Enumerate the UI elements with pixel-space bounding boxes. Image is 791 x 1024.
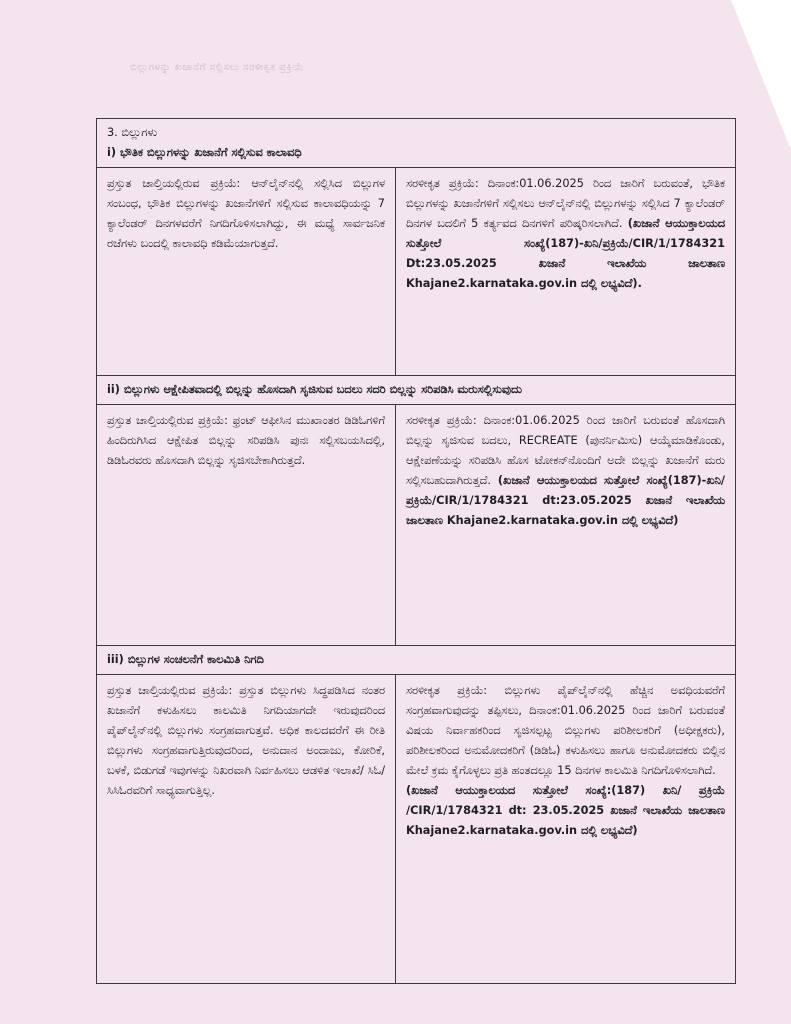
subsection-iii-title: iii) ಬಿಲ್ಲುಗಳ ಸಂಚಲನೆಗೆ ಕಾಲಮಿತಿ ನಿಗದಿ — [97, 646, 735, 675]
bills-table — [96, 118, 736, 984]
subsection-i-title: i) ಭೌತಿಕ ಬಿಲ್ಲುಗಳನ್ನು ಖಜಾನೆಗೆ ಸಲ್ಲಿಸುವ ಕಾಲಾವಧಿ — [107, 146, 302, 159]
simplified-process-text: ಸರಳೀಕೃತ ಪ್ರಕ್ರಿಯೆ: ದಿನಾಂಕ:01.06.2025 ರಿಂದ ಜಾರಿಗೆ ಬರುವಂತೆ, ಭೌತಿಕ ಬಿಲ್ಲುಗಳನ್ನು ಖಜಾನೆಗಳಿಗೆ ಸಲ್ಲಿಸಲು ಆನ್‌ಲೈನ್‌ನಲ್ಲಿ ಬಿಲ್ಲುಗಳನ್ನು ಸಲ್ಲಿಸಿದ 7 ಕ್ಯಾಲೆಂಡರ್ ದಿನಗಳ ಬದಲಿಗೆ 5 ಕರ್ತ್ಯವದ ದಿನಗಳಿಗೆ ಪರಿಷ್ಕರಿಸಲಾಗಿದೆ. — [406, 177, 725, 230]
current-process-cell — [97, 405, 396, 645]
table-row — [97, 168, 735, 376]
simplified-process-text: ಸರಳೀಕೃತ ಪ್ರಕ್ರಿಯೆ: ದಿನಾಂಕ:01.06.2025 ರಿಂದ ಜಾರಿಗೆ ಬರುವಂತೆ ಹೊಸದಾಗಿ ಬಿಲ್ಲನ್ನು ಸೃಜಿಸುವ ಬದಲು, RECREATE (ಪುನರ್ನಿಮಿಸು) ಆಯ್ಕೆಮಾಡಿಕೊಂಡು, ಆಕ್ಷೇಪಣೆಯನ್ನು ಸರಿಪಡಿಸಿ ಹೊಸ ಟೋಕನ್‌ನೊಂದಿಗೆ ಅದೇ ಬಿಲ್ಲನ್ನು ಖಜಾನೆಗೆ ಮರು ಸಲ್ಲಿಸಬಹುದಾಗಿರುತ್ತದೆ. — [406, 414, 725, 487]
current-process-cell — [97, 168, 396, 375]
current-process-text: ಪ್ರಸ್ತುತ ಚಾಲ್ತಿಯಲ್ಲಿರುವ ಪ್ರಕ್ರಿಯೆ: ಪ್ರಸ್ತುತ ಬಿಲ್ಲುಗಳು ಸಿದ್ಧಪಡಿಸಿದ ನಂತರ ಖಜಾನೆಗೆ ಕಳುಹಿಸಲು ಕಾಲಮಿತಿ ನಿಗದಿಯಾಗದೇ ಇರುವುದರಿಂದ ಪೈಪ್‌ಲೈನ್‌ನಲ್ಲಿ ಬಿಲ್ಲುಗಳು ಸಂಗ್ರಹವಾಗುತ್ತವೆ. ಅಧಿಕ ಕಾಲದವರೆಗೆ ಈ ರೀತಿ ಬಿಲ್ಲುಗಳು ಸಂಗ್ರಹವಾಗುತ್ತಿರುವುದರಿಂದ, ಅನುದಾನ ಅಂದಾಜು, ಕೋರಿಕೆ, ಬಳಕೆ, ಬಿಡುಗಡೆ ಇವುಗಳನ್ನು ನಿಖರವಾಗಿ ನಿರ್ವಹಿಸಲು ಆಡಳಿತ ಇಲಾಖೆ/ ಸಿಓ/ಸಿಸಿಓರವರಿಗೆ ಸಾಧ್ಯವಾಗುತ್ತಿಲ್ಲ. — [107, 684, 385, 797]
circular-reference: (ಖಜಾನೆ ಆಯುಕ್ತಾಲಯದ ಸುತ್ತೋಲೆ ಸಂಖ್ಯೆ(187)-ಖನಿ/ಪ್ರಕ್ರಿಯೆ/CIR/1/1784321 dt:23.05.2025 ಖಜಾನೆ ಇಲಾಖೆಯ ಜಾಲತಾಣ Khajane2.karnataka.gov.in ದಲ್ಲಿ ಲಭ್ಯವಿದೆ) — [406, 474, 725, 527]
page-corner — [731, 0, 791, 150]
current-process-text: ಪ್ರಸ್ತುತ ಚಾಲ್ತಿಯಲ್ಲಿರುವ ಪ್ರಕ್ರಿಯೆ: ಫ್ರಂಟ್ ಆಫೀಸಿನ ಮುಖಾಂತರ ಡಿಡಿಓಗಳಿಗೆ ಹಿಂದಿರುಗಿಸಿದ ಆಕ್ಷೇಪಿತ ಬಿಲ್ಲನ್ನು ಸರಿಪಡಿಸಿ ಪುನಃ ಸಲ್ಲಿಸಬಯಸಿದಲ್ಲಿ, ಡಿಡಿಓರವರು ಹೊಸದಾಗಿ ಬಿಲ್ಲನ್ನು ಸೃಜಿಸಬೇಕಾಗಿರುತ್ತದೆ. — [107, 414, 385, 467]
subsection-ii-title: ii) ಬಿಲ್ಲುಗಳು ಆಕ್ಷೇಪಿತವಾದಲ್ಲಿ ಬಿಲ್ಲನ್ನು ಹೊಸದಾಗಿ ಸೃಜಿಸುವ ಬದಲು ಸದರಿ ಬಿಲ್ಲನ್ನು ಸರಿಪಡಿಸಿ ಮರುಸಲ್ಲಿಸುವುದು — [97, 376, 735, 405]
simplified-process-cell — [396, 405, 735, 645]
circular-reference: (ಖಜಾನೆ ಆಯುಕ್ತಾಲಯದ ಸುತ್ತೋಲೆ ಸಂಖ್ಯೆ(187)-ಖನಿ/ಪ್ರಕ್ರಿಯೆ/CIR/1/1784321 Dt:23.05.2025 ಖಜಾನೆ ಇಲಾಖೆಯ ಜಾಲತಾಣ Khajane2.karnataka.gov.in ದಲ್ಲಿ ಲಭ್ಯವಿದೆ). — [406, 217, 726, 290]
table-row — [97, 405, 735, 646]
table-row — [97, 675, 735, 983]
current-process-cell — [97, 675, 396, 983]
simplified-process-cell — [396, 168, 735, 375]
current-process-text: ಪ್ರಸ್ತುತ ಚಾಲ್ತಿಯಲ್ಲಿರುವ ಪ್ರಕ್ರಿಯೆ: ಆನ್‌ಲೈನ್‌ನಲ್ಲಿ ಸಲ್ಲಿಸಿದ ಬಿಲ್ಲುಗಳ ಸಂಬಂಧ, ಭೌತಿಕ ಬಿಲ್ಲುಗಳನ್ನು ಖಜಾನೆಗಳಿಗೆ ಸಲ್ಲಿಸುವ ಕಾಲಾವಧಿಯನ್ನು 7 ಕ್ಯಾಲೆಂಡರ್ ದಿನಗಳವರೆಗೆ ನಿಗದಿಗೊಳಿಸಲಾಗಿದ್ದು, ಈ ಮಧ್ಯೆ ಸಾರ್ವಜನಿಕ ರಜೆಗಳು ಬಂದಲ್ಲಿ ಕಾಲಾವಧಿ ಕಡಿಮೆಯಾಗುತ್ತದೆ. — [107, 177, 385, 250]
section-header — [97, 119, 735, 168]
circular-reference: (ಖಜಾನೆ ಆಯುಕ್ತಾಲಯದ ಸುತ್ತೋಲೆ ಸಂಖ್ಯೆ:(187) ಖನಿ/ ಪ್ರಕ್ರಿಯೆ /CIR/1/1784321 dt: 23.05.2025 ಖಜಾನೆ ಇಲಾಖೆಯ ಜಾಲತಾಣ Khajane2.karnataka.gov.in ದಲ್ಲಿ ಲಭ್ಯವಿದೆ) — [406, 784, 725, 837]
simplified-process-text: ಸರಳೀಕೃತ ಪ್ರಕ್ರಿಯೆ: ಬಿಲ್ಲುಗಳು ಪೈಪ್‌ಲೈನ್‌ನಲ್ಲಿ ಹೆಚ್ಚಿನ ಅವಧಿಯವರೆಗೆ ಸಂಗ್ರಹವಾಗುವುದನ್ನು ತಪ್ಪಿಸಲು, ದಿನಾಂಕ:01.06.2025 ರಿಂದ ಜಾರಿಗೆ ಬರುವಂತೆ ವಿಷಯ ನಿರ್ವಾಹಕರಿಂದ ಸೃಜಿಸಲ್ಪಟ್ಟ ಬಿಲ್ಲುಗಳು ಪರಿಶೀಲಕರಿಗೆ (ಅಧೀಕ್ಷಕರು), ಪರಿಶೀಲಕರಿಂದ ಅನುಮೋದಕರಿಗೆ (ಡಿಡಿಓ) ಕಳುಹಿಸಲು ಹಾಗೂ ಅನುಮೋದಕರು ಬಿಲ್ಲಿನ ಮೇಲೆ ಕ್ರಮ ಕೈಗೊಳ್ಳಲು ಪ್ರತಿ ಹಂತದಲ್ಲೂ 15 ದಿನಗಳ ಕಾಲಮಿತಿ ನಿಗದಿಗೊಳಿಸಲಾಗಿದೆ. — [406, 684, 725, 777]
bleed-through-text: ಬಿಲ್ಲುಗಳನ್ನು ಖಜಾನೆಗೆ ಸಲ್ಲಿಸಲು ಸರಳೀಕೃತ ಪ್ರಕ್ರಿಯೆ — [130, 62, 304, 73]
section-title: 3. ಬಿಲ್ಲುಗಳು — [107, 126, 158, 139]
simplified-process-cell — [396, 675, 735, 983]
